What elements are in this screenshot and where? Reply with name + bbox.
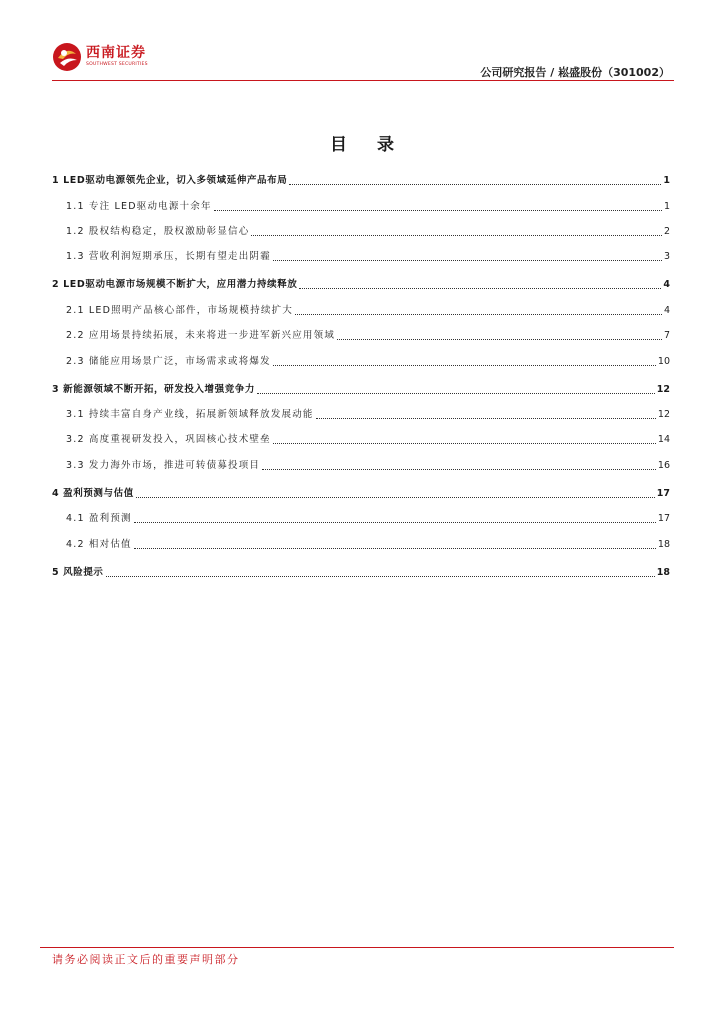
toc-entry[interactable]	[52, 196, 670, 214]
toc-page-number: 17	[657, 513, 670, 524]
page-header	[52, 38, 674, 82]
toc-dot-leader	[295, 313, 662, 315]
toc-page-number: 17	[656, 488, 670, 499]
toc-entry[interactable]	[52, 534, 670, 552]
toc-dot-leader	[257, 392, 655, 394]
toc-page-number: 1	[663, 175, 670, 186]
toc-entry[interactable]	[52, 455, 670, 473]
toc-dot-leader	[134, 521, 656, 523]
toc-entry[interactable]	[52, 483, 670, 501]
toc-entry-text: 1.2 股权结构稳定，股权激励彰显信心	[66, 226, 250, 237]
toc-entry-text: 4 盈利预测与估值	[52, 488, 134, 499]
toc-entry-text: 3 新能源领域不断开拓，研发投入增强竞争力	[52, 384, 256, 395]
toc-entry[interactable]	[52, 379, 670, 397]
toc-entry-text: 2 LED驱动电源市场规模不断扩大，应用潜力持续释放	[52, 279, 298, 290]
toc-page-number: 2	[663, 226, 670, 237]
toc-dot-leader	[273, 364, 656, 366]
toc-entry[interactable]	[52, 170, 670, 188]
toc-dot-leader	[136, 496, 655, 498]
header-divider	[52, 80, 674, 81]
toc-dot-leader	[299, 287, 661, 289]
toc-page-number: 12	[657, 409, 670, 420]
toc-entry-text: 3.1 持续丰富自身产业线，拓展新领域释放发展动能	[66, 409, 314, 420]
toc-page-number: 18	[656, 567, 670, 578]
toc-entry-text: 1.3 营收利润短期承压，长期有望走出阴霾	[66, 251, 271, 262]
toc-dot-leader	[251, 234, 662, 236]
toc-page-number: 3	[663, 251, 670, 262]
logo-chinese-name: 西南证券	[86, 45, 146, 62]
toc-entry[interactable]	[52, 351, 670, 369]
toc-dot-leader	[273, 442, 656, 444]
toc-page-number: 12	[656, 384, 670, 395]
toc-page-number: 16	[657, 460, 670, 471]
toc-page-number: 4	[663, 305, 670, 316]
toc-entry-text: 2.3 储能应用场景广泛，市场需求或将爆发	[66, 356, 271, 367]
toc-entry-text: 1.1 专注 LED驱动电源十余年	[66, 201, 212, 212]
toc-page-number: 10	[657, 356, 670, 367]
toc-page-number: 18	[657, 539, 670, 550]
toc-page-number: 7	[663, 330, 670, 341]
toc-dot-leader	[214, 209, 662, 211]
toc-entry-text: 3.2 高度重视研发投入，巩固核心技术壁垒	[66, 434, 271, 445]
toc-dot-leader	[289, 183, 661, 185]
toc-entry-text: 3.3 发力海外市场，推进可转债募投项目	[66, 460, 261, 471]
toc-entry-text: 4.1 盈利预测	[66, 513, 132, 524]
toc-entry-text: 4.2 相对估值	[66, 539, 132, 550]
toc-dot-leader	[106, 575, 655, 577]
southwest-securities-logo-icon	[52, 42, 82, 72]
toc-entry[interactable]	[52, 246, 670, 264]
toc-entry[interactable]	[52, 325, 670, 343]
toc-dot-leader	[134, 547, 656, 549]
toc-entry[interactable]	[52, 562, 670, 580]
toc-dot-leader	[262, 468, 656, 470]
toc-dot-leader	[337, 338, 662, 340]
toc-entry-text: 2.2 应用场景持续拓展，未来将进一步进军新兴应用领域	[66, 330, 336, 341]
report-label: 公司研究报告 / 崧盛股份（301002）	[480, 66, 670, 79]
toc-page-number: 4	[663, 279, 670, 290]
toc-dot-leader	[273, 259, 662, 261]
toc-dot-leader	[316, 417, 656, 419]
toc-title: 目 录	[330, 135, 406, 155]
toc-entry[interactable]	[52, 508, 670, 526]
logo-english-name: SOUTHWEST SECURITIES	[86, 62, 148, 68]
footer-divider	[40, 947, 674, 948]
toc-entry-text: 5 风险提示	[52, 567, 104, 578]
toc-entry-text: 1 LED驱动电源领先企业，切入多领域延伸产品布局	[52, 175, 288, 186]
footer-disclaimer: 请务必阅读正文后的重要声明部分	[52, 953, 240, 966]
toc-entry-text: 2.1 LED照明产品核心部件，市场规模持续扩大	[66, 305, 294, 316]
toc-page-number: 14	[657, 434, 670, 445]
toc-page-number: 1	[663, 201, 670, 212]
toc-entry[interactable]	[52, 300, 670, 318]
company-logo	[52, 40, 148, 74]
toc-entry[interactable]	[52, 404, 670, 422]
toc-entry[interactable]	[52, 274, 670, 292]
toc-entry[interactable]	[52, 429, 670, 447]
toc-entry[interactable]	[52, 221, 670, 239]
